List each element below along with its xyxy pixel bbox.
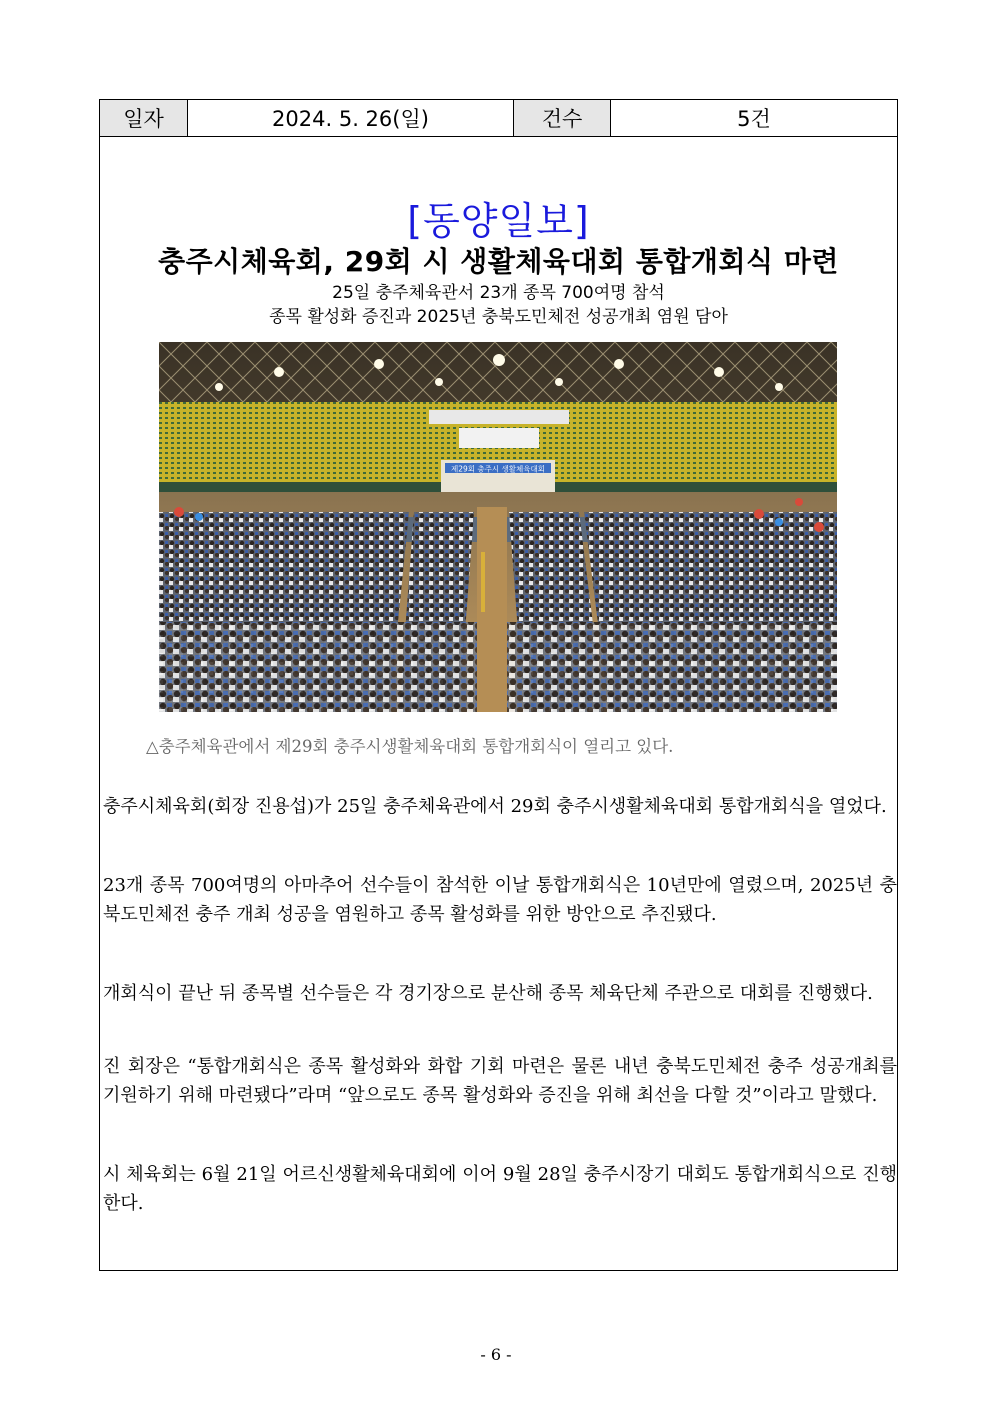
paragraph-4: 진 회장은 “통합개회식은 종목 활성화와 화합 기회 마련은 물론 내년 충북도민체전 충주 성공개최를 기원하기 위해 마련됐다”라며 “앞으로도 종목 활성화와 증진을 위해 최선을 다할 것”이라고 말했다. (103, 1056, 897, 1106)
count-label: 건수 (514, 100, 611, 136)
header-table (99, 99, 898, 137)
date-label: 일자 (100, 100, 188, 136)
news-outlet: [동양일보] (407, 199, 590, 243)
page-number: - 6 - (480, 1345, 512, 1364)
event-photo (159, 342, 837, 712)
headline: 충주시체육회, 29회 시 생활체육대회 통합개회식 마련 (158, 245, 839, 278)
paragraph-3: 개회식이 끝난 뒤 종목별 선수들은 각 경기장으로 분산해 종목 체육단체 주관으로 대회를 진행했다. (103, 983, 873, 1004)
article-box (99, 136, 898, 1271)
paragraph-1: 충주시체육회(회장 진용섭)가 25일 충주체육관에서 29회 충주시생활체육대회 통합개회식을 열었다. (103, 796, 887, 817)
subheadline-1: 25일 충주체육관서 23개 종목 700여명 참석 (332, 283, 665, 303)
date-value: 2024. 5. 26(일) (188, 100, 514, 136)
paragraph-5: 시 체육회는 6월 21일 어르신생활체육대회에 이어 9월 28일 충주시장기 대회도 통합개회식으로 진행한다. (103, 1164, 897, 1214)
subheadline-2: 종목 활성화 증진과 2025년 충북도민체전 성공개최 염원 담아 (269, 307, 728, 327)
paragraph-2: 23개 종목 700여명의 아마추어 선수들이 참석한 이날 통합개회식은 10년만에 열렸으며, 2025년 충북도민체전 충주 개최 성공을 염원하고 종목 활성화를 위한 방안으로 추진됐다. (103, 875, 897, 925)
photo-caption: △충주체육관에서 제29회 충주시생활체육대회 통합개회식이 열리고 있다. (146, 737, 674, 756)
count-value: 5건 (737, 107, 771, 131)
stage-banner-text: 제29회 충주시 생활체육대회 (450, 464, 546, 474)
